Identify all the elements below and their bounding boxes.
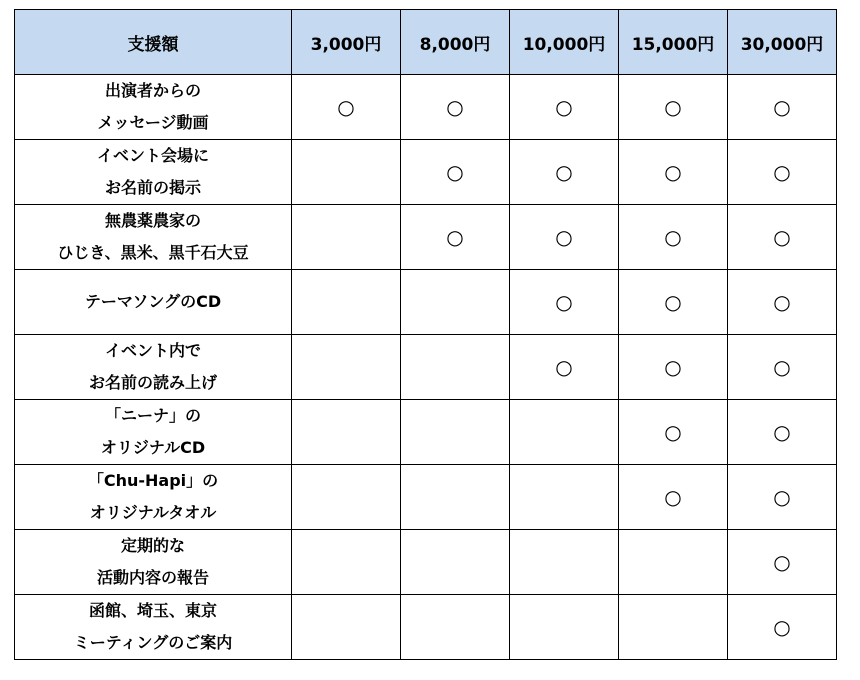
included-mark: ○ xyxy=(619,75,728,140)
table-header-row xyxy=(15,10,837,75)
benefit-cell xyxy=(15,140,292,205)
included-mark: ○ xyxy=(728,335,837,400)
empty-cell xyxy=(292,530,401,595)
benefit-cell xyxy=(15,335,292,400)
benefit-label-line: お名前の読み上げ xyxy=(88,373,217,392)
included-mark: ○ xyxy=(619,140,728,205)
included-mark: ○ xyxy=(292,75,401,140)
empty-cell xyxy=(401,335,510,400)
benefit-label-line: お名前の掲示 xyxy=(104,178,201,197)
benefit-label-line: オリジナルタオル xyxy=(89,503,217,522)
benefit-label-line: イベント内で xyxy=(104,341,201,360)
empty-cell xyxy=(510,595,619,660)
header-tier-8000: 8,000円 xyxy=(401,10,510,75)
included-mark: ○ xyxy=(619,270,728,335)
header-tier-10000: 10,000円 xyxy=(510,10,619,75)
included-mark: ○ xyxy=(728,140,837,205)
benefit-label-line: イベント会場に xyxy=(96,146,209,165)
included-mark: ○ xyxy=(728,400,837,465)
table-body xyxy=(15,75,837,660)
benefit-label-line: ミーティングのご案内 xyxy=(73,633,233,652)
table-row xyxy=(15,270,837,335)
benefit-label-line: オリジナルCD xyxy=(100,438,206,457)
included-mark: ○ xyxy=(728,270,837,335)
benefit-label-line: 函館、埼玉、東京 xyxy=(88,601,217,620)
included-mark: ○ xyxy=(510,140,619,205)
included-mark: ○ xyxy=(619,205,728,270)
included-mark: ○ xyxy=(728,465,837,530)
benefit-label-line: 出演者からの xyxy=(104,81,201,100)
table-row xyxy=(15,140,837,205)
included-mark: ○ xyxy=(619,400,728,465)
empty-cell xyxy=(292,205,401,270)
empty-cell xyxy=(292,465,401,530)
included-mark: ○ xyxy=(619,335,728,400)
included-mark: ○ xyxy=(510,270,619,335)
reward-tier-table xyxy=(14,9,837,660)
table-row xyxy=(15,205,837,270)
included-mark: ○ xyxy=(510,335,619,400)
benefit-label-line: メッセージ動画 xyxy=(97,113,209,132)
empty-cell xyxy=(619,530,728,595)
benefit-label-line: 活動内容の報告 xyxy=(96,568,209,587)
benefit-label-line: 定期的な xyxy=(120,536,185,555)
empty-cell xyxy=(510,465,619,530)
table-row xyxy=(15,465,837,530)
benefit-label-line: 無農薬農家の xyxy=(104,211,201,230)
empty-cell xyxy=(401,400,510,465)
included-mark: ○ xyxy=(510,75,619,140)
included-mark: ○ xyxy=(401,205,510,270)
benefit-label-line: テーマソングのCD xyxy=(84,292,222,311)
empty-cell xyxy=(292,270,401,335)
empty-cell xyxy=(292,335,401,400)
table-row xyxy=(15,400,837,465)
benefit-cell xyxy=(15,465,292,530)
header-support-amount: 支援額 xyxy=(15,10,292,75)
header-tier-30000: 30,000円 xyxy=(728,10,837,75)
included-mark: ○ xyxy=(728,75,837,140)
table-row xyxy=(15,335,837,400)
benefit-label-line: 「Chu-Hapi」の xyxy=(87,471,219,490)
table-row xyxy=(15,530,837,595)
benefit-cell xyxy=(15,530,292,595)
benefit-label-line: 「ニーナ」の xyxy=(104,406,201,425)
included-mark: ○ xyxy=(619,465,728,530)
empty-cell xyxy=(510,530,619,595)
included-mark: ○ xyxy=(728,595,837,660)
header-tier-3000: 3,000円 xyxy=(292,10,401,75)
included-mark: ○ xyxy=(401,140,510,205)
included-mark: ○ xyxy=(728,530,837,595)
benefit-cell xyxy=(15,205,292,270)
empty-cell xyxy=(401,465,510,530)
empty-cell xyxy=(619,595,728,660)
empty-cell xyxy=(401,530,510,595)
empty-cell xyxy=(401,595,510,660)
benefit-label-line: ひじき、黒米、黒千石大豆 xyxy=(57,243,249,262)
empty-cell xyxy=(401,270,510,335)
empty-cell xyxy=(292,140,401,205)
empty-cell xyxy=(510,400,619,465)
empty-cell xyxy=(292,400,401,465)
included-mark: ○ xyxy=(510,205,619,270)
table-row xyxy=(15,75,837,140)
included-mark: ○ xyxy=(401,75,510,140)
included-mark: ○ xyxy=(728,205,837,270)
empty-cell xyxy=(292,595,401,660)
benefit-cell xyxy=(15,595,292,660)
benefit-cell xyxy=(15,75,292,140)
table-row xyxy=(15,595,837,660)
benefit-cell xyxy=(15,270,292,335)
header-tier-15000: 15,000円 xyxy=(619,10,728,75)
benefit-cell xyxy=(15,400,292,465)
